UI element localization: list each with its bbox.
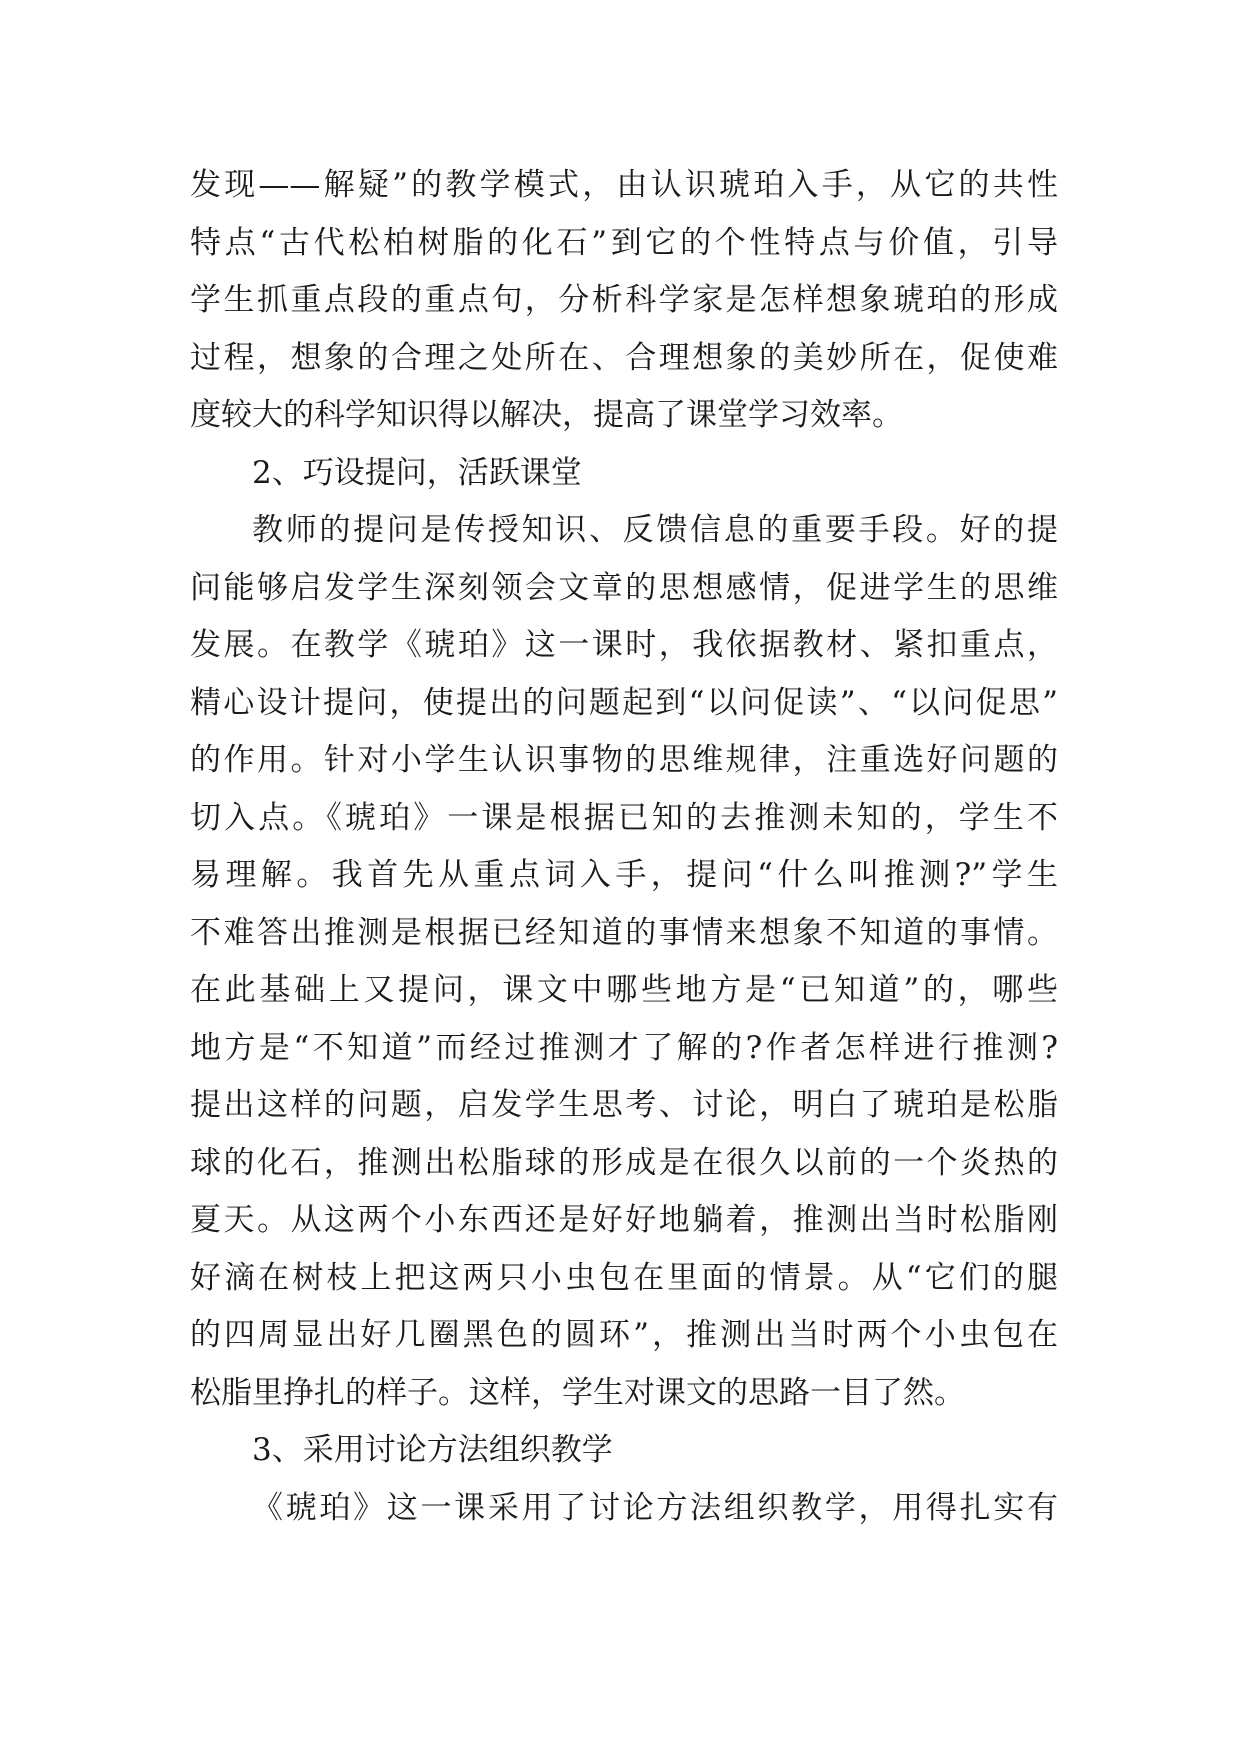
body-text (190, 157, 1058, 1537)
text-line: 切入点。《琥珀》一课是根据已知的去推测未知的，学生不 (190, 799, 1058, 836)
text-line: 松脂里挣扎的样子。这样，学生对课文的思路一目了然。 (190, 1374, 965, 1411)
text-line: 的作用。针对小学生认识事物的思维规律，注重选好问题的 (190, 742, 1058, 778)
text-line: 过程，想象的合理之处所在、合理想象的美妙所在，促使难 (190, 339, 1058, 376)
text-line: 易理解。我首先从重点词入手，提问“什么叫推测?”学生 (190, 857, 1058, 893)
text-line: 3、采用讨论方法组织教学 (252, 1432, 613, 1468)
text-line: 地方是“不知道”而经过推测才了解的?作者怎样进行推测? (190, 1029, 1058, 1066)
text-line: 发展。在教学《琥珀》这一课时，我依据教材、紧扣重点， (190, 627, 1058, 663)
text-line: 2、巧设提问，活跃课堂 (252, 454, 582, 491)
text-line: 教师的提问是传授知识、反馈信息的重要手段。好的提 (252, 512, 1058, 548)
text-line: 特点“古代松柏树脂的化石”到它的个性特点与价值，引导 (190, 224, 1058, 261)
text-line: 学生抓重点段的重点句，分析科学家是怎样想象琥珀的形成 (190, 282, 1058, 318)
text-line: 的四周显出好几圈黑色的圆环”，推测出当时两个小虫包在 (190, 1317, 1058, 1353)
text-line: 在此基础上又提问，课文中哪些地方是“已知道”的，哪些 (190, 972, 1058, 1008)
text-line: 问能够启发学生深刻领会文章的思想感情，促进学生的思维 (190, 569, 1058, 606)
text-line: 提出这样的问题，启发学生思考、讨论，明白了琥珀是松脂 (190, 1087, 1058, 1123)
text-line: 精心设计提问，使提出的问题起到“以问促读”、“以问促思” (190, 684, 1058, 721)
text-line: 《琥珀》这一课采用了讨论方法组织教学，用得扎实有 (252, 1489, 1058, 1526)
text-line: 不难答出推测是根据已经知道的事情来想象不知道的事情。 (190, 914, 1058, 951)
text-line: 发现——解疑”的教学模式，由认识琥珀入手，从它的共性 (190, 167, 1058, 203)
text-line: 好滴在树枝上把这两只小虫包在里面的情景。从“它们的腿 (190, 1259, 1058, 1296)
text-line: 夏天。从这两个小东西还是好好地躺着，推测出当时松脂刚 (190, 1202, 1058, 1238)
text-line: 度较大的科学知识得以解决，提高了课堂学习效率。 (190, 397, 903, 433)
text-line: 球的化石，推测出松脂球的形成是在很久以前的一个炎热的 (190, 1144, 1058, 1181)
